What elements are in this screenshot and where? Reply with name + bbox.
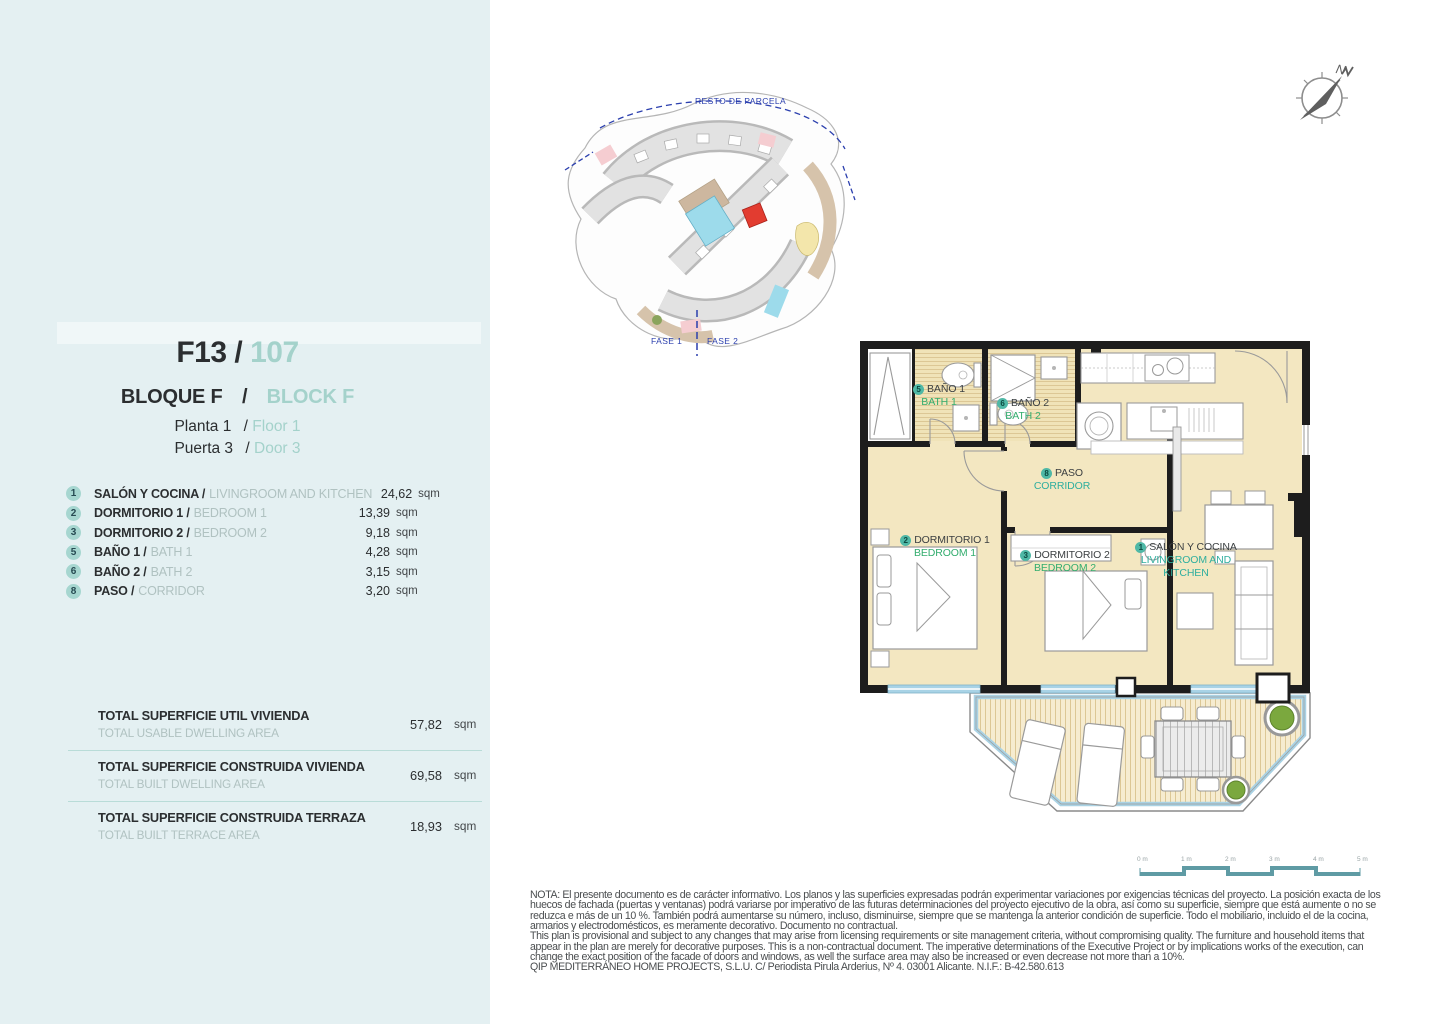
total-value: 18,93 [409, 818, 442, 834]
floor-es: Planta 1 [174, 418, 232, 435]
scale-tick-label: 0 m [1137, 856, 1148, 863]
room-row [66, 484, 440, 504]
note-line: NOTA: El presente documento es de carácter informativo. Los planos y las superficies expresadas podrán experimentar variaciones por exigencias técnicas del proyecto. La posición exacta de los [530, 889, 1381, 901]
room-area-unit: sqm [396, 565, 418, 578]
room-area-unit: sqm [418, 487, 440, 500]
unit-code-line: F13 / 107 [176, 336, 299, 369]
scale-tick-label: 3 m [1269, 856, 1280, 863]
room-name-es: BAÑO 2 / [94, 564, 147, 579]
room-area-unit: sqm [396, 585, 418, 598]
block-line: BLOQUE F / BLOCK F [120, 386, 355, 408]
scale-bar-labels [1135, 856, 1385, 886]
room-row [66, 504, 422, 524]
fase2-label: FASE 2 [707, 336, 739, 346]
legal-notes [530, 890, 1410, 973]
scale-tick-label: 5 m [1357, 856, 1368, 863]
total-label-es: TOTAL SUPERFICIE CONSTRUIDA TERRAZA [98, 810, 366, 825]
room-number-badge: 8 [1041, 468, 1052, 479]
room-name-en: LIVINGROOM AND KITCHEN [209, 486, 373, 501]
room-number-badge: 2 [900, 535, 911, 546]
note-line: This plan is provisional and subject to any changes that may arise from licensing requirements or site management criteria, without compromising quality. The furniture and household items that [530, 930, 1364, 943]
total-label-es: TOTAL SUPERFICIE CONSTRUIDA VIVIENDA [98, 759, 365, 774]
door-es: Puerta 3 [174, 440, 234, 457]
room-number-badge: 8 [66, 584, 81, 599]
unit-number: 107 [250, 336, 299, 369]
unit-code: F13 [176, 336, 227, 369]
room-number-badge: 1 [66, 486, 81, 501]
room-row [66, 543, 422, 563]
room-number-badge: 3 [1020, 550, 1031, 561]
total-label-es: TOTAL SUPERFICIE UTIL VIVIENDA [98, 708, 310, 723]
room-name-en: BATH 1 [150, 545, 193, 560]
room-number-badge: 6 [66, 564, 81, 579]
total-value: 69,58 [409, 767, 442, 783]
total-value: 57,82 [409, 716, 442, 732]
note-line: reduzca e más de un 10 %. También podrá aumentarse su número, incluso, disminuirse, siempre que se mantenga la anterior condición de superficie. Todo el mobiliario, incluido el de la cocina, [530, 909, 1369, 922]
scale-tick-label: 2 m [1225, 856, 1236, 863]
room-name-es: PASO / [94, 584, 135, 599]
company-line: QIP MEDITERRÁNEO HOME PROJECTS, S.L.U. C/ Periodista Pirula Arderius, Nº 4. 03001 Alicante. N.I.F.: B-42.580.613 [530, 961, 1064, 974]
floor-line: Planta 1 / Floor 1 [174, 418, 301, 435]
room-name-es: SALÓN Y COCINA / [94, 486, 206, 501]
total-built-dwelling-area [68, 751, 482, 801]
room-name-en: BEDROOM 1 [193, 506, 267, 521]
label-livingroom: 1 SALÓN Y COCINA LIVINGROOM AND KITCHEN [1127, 541, 1245, 580]
room-number-badge: 2 [66, 506, 81, 521]
room-area: 24,62 [380, 486, 413, 501]
left-info-panel [0, 0, 490, 1024]
room-row [66, 523, 422, 543]
label-bedroom1: 2 DORMITORIO 1 BEDROOM 1 [883, 534, 1007, 560]
total-label-en: TOTAL USABLE DWELLING AREA [98, 726, 279, 740]
note-line: armarios y electrodomésticos, es meramente decorativo. Documento no contractual. [530, 920, 898, 933]
note-line: change the exact position of the facade of doors and windows, as well the surface area may also be increased or even decrease not more than a 10%. [530, 951, 1185, 964]
room-name-en: CORRIDOR [138, 584, 205, 599]
block-en: BLOCK F [266, 386, 355, 408]
room-area: 13,39 [358, 506, 390, 521]
door-line: Puerta 3 / Door 3 [174, 440, 301, 457]
room-name-en: BATH 2 [150, 564, 193, 579]
total-label-en: TOTAL BUILT TERRACE AREA [98, 828, 260, 842]
room-row [66, 582, 422, 602]
room-area-unit: sqm [396, 546, 418, 559]
label-bath2: 6 BAÑO 2 BATH 2 [975, 397, 1071, 423]
floor-en: Floor 1 [252, 418, 301, 435]
room-name-es: DORMITORIO 1 / [94, 506, 190, 521]
scale-tick-label: 4 m [1313, 856, 1324, 863]
total-usable-area [68, 700, 482, 750]
total-label-en: TOTAL BUILT DWELLING AREA [98, 777, 265, 791]
scale-tick-label: 1 m [1181, 856, 1192, 863]
room-number-badge: 1 [1135, 542, 1146, 553]
room-number-badge: 5 [66, 545, 81, 560]
label-bath1: 5 BAÑO 1 BATH 1 [891, 383, 987, 409]
note-line: huecos de fachada (puertas y ventanas) podrá variarse por imperativo de las futuras determinaciones del proyecto ejecutivo de la obra, así como su superficie, siempre que está aumente o no se [530, 899, 1376, 912]
compass-icon [1292, 60, 1362, 130]
room-name-es: BAÑO 1 / [94, 545, 147, 560]
room-area: 9,18 [365, 525, 390, 540]
resto-de-parcela-label: RESTO DE PARCELA [695, 96, 787, 106]
room-area: 3,15 [365, 564, 390, 579]
room-area: 4,28 [365, 545, 390, 560]
unit-header [40, 336, 435, 458]
room-number-badge: 5 [913, 384, 924, 395]
totals-section [68, 700, 482, 852]
total-built-terrace-area [68, 802, 482, 852]
total-unit: sqm [454, 717, 477, 731]
room-area-unit: sqm [396, 526, 418, 539]
compass-north-label: N [1334, 61, 1347, 78]
floor-plan-labels [855, 333, 1320, 825]
total-unit: sqm [454, 768, 477, 782]
block-es: BLOQUE F [120, 386, 223, 408]
room-row [66, 562, 422, 582]
room-name-es: DORMITORIO 2 / [94, 525, 190, 540]
total-unit: sqm [454, 819, 477, 833]
fase1-label: FASE 1 [651, 336, 683, 346]
note-line: appear in the plan are merely for decorative purposes. This is a non-contractual document. The imperative determinations of the Executive Project or by implications works of the execution, can [530, 940, 1364, 953]
room-number-badge: 3 [66, 525, 81, 540]
door-en: Door 3 [254, 440, 301, 457]
room-number-badge: 6 [997, 398, 1008, 409]
site-plan-labels [545, 48, 865, 363]
room-name-en: BEDROOM 2 [193, 525, 267, 540]
label-bedroom2: 3 DORMITORIO 2 BEDROOM 2 [1003, 549, 1127, 575]
room-list [66, 484, 440, 601]
room-area: 3,20 [365, 584, 390, 599]
label-corridor: 8 PASO CORRIDOR [1033, 467, 1091, 492]
room-area-unit: sqm [396, 507, 418, 520]
